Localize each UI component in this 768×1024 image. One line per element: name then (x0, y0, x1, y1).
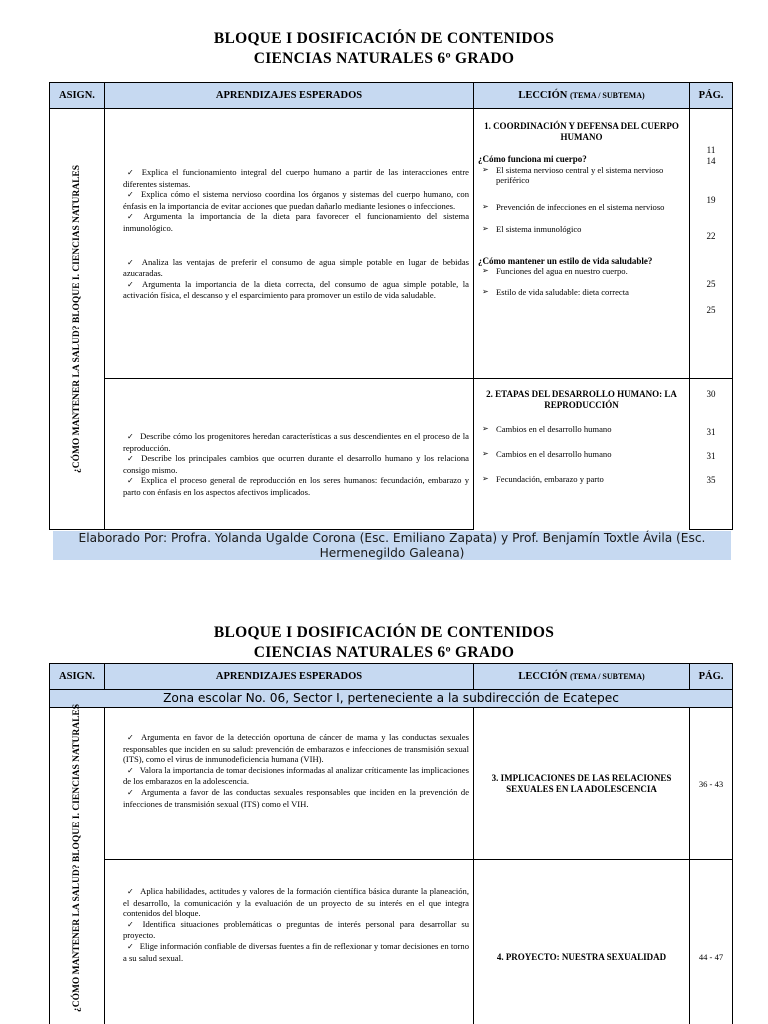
aprendizaje-item: ✓ Valora la importancia de tomar decisiones informadas al analizar críticamente las implicaciones de los embarazos en la adolescencia. (123, 765, 469, 787)
col-header-leccion: LECCIÓN (TEMA / SUBTEMA) (474, 83, 690, 109)
pag-cell (690, 860, 733, 1024)
dosificacion-table-1 (49, 82, 733, 530)
leccion-cell (474, 860, 690, 1024)
aprendizaje-item: ✓ Aplica habilidades, actitudes y valores de la formación científica básica durante la planeación, el desarrollo, la comunicación y la evaluación de un proyecto de su interés en el que integra contenidos del bloque. (123, 886, 469, 919)
aprendizajes-cell (105, 860, 474, 1024)
col-header-asign: ASIGN. (50, 83, 105, 109)
aprendizaje-item: ✓ Explica el proceso general de reproducción en los seres humanos: fecundación, embarazo y parto con énfasis en los aspectos afectivos implicados. (123, 475, 469, 497)
leccion-item: ➢ Estilo de vida saludable: dieta correcta (478, 287, 685, 298)
leccion-item: ➢ El sistema nervioso central y el sistema nervioso periférico (478, 165, 685, 186)
col-header-pag: PÁG. (690, 664, 733, 690)
page-number: 25 (706, 305, 716, 315)
leccion-cell (474, 109, 690, 379)
leccion-title: 3. IMPLICACIONES DE LAS RELACIONES SEXUALES EN LA ADOLESCENCIA (491, 773, 672, 794)
aprendizajes-cell (105, 708, 474, 860)
aprendizaje-item: ✓ Argumenta la importancia de la dieta para favorecer el funcionamiento del sistema inmunológico. (123, 211, 469, 233)
pag-cell (690, 109, 733, 379)
leccion-cell (474, 708, 690, 860)
aprendizaje-item: ✓ Explica el funcionamiento integral del cuerpo humano a partir de las interacciones entre diferentes sistemas. (123, 167, 469, 189)
aprendizajes-cell (105, 109, 474, 379)
document-subtitle: CIENCIAS NATURALES 6º GRADO (253, 644, 515, 661)
document-title: BLOQUE I DOSIFICACIÓN DE CONTENIDOS (213, 624, 555, 641)
leccion-title: 4. PROYECTO: NUESTRA SEXUALIDAD (496, 952, 667, 962)
leccion-item: ➢ El sistema inmunológico (478, 224, 685, 235)
leccion-item: ➢ Cambios en el desarrollo humano (478, 424, 685, 435)
aprendizajes-cell (105, 379, 474, 530)
leccion-title: 2. ETAPAS DEL DESARROLLO HUMANO: LA REPRODUCCIÓN (486, 389, 677, 410)
asign-cell (50, 109, 105, 530)
leccion-item: ➢ Cambios en el desarrollo humano (478, 449, 685, 460)
leccion-question: ¿Cómo funciona mi cuerpo? (478, 154, 587, 164)
aprendizaje-item: ✓ Argumenta la importancia de la dieta correcta, del consumo de agua simple potable, la activación física, el descanso y el esparcimiento para promover un estilo de vida saludable. (123, 279, 469, 301)
leccion-item: ➢ Prevención de infecciones en el sistema nervioso (478, 202, 685, 213)
aprendizaje-item: ✓ Describe cómo los progenitores heredan características a sus descendientes en el proceso de la reproducción. (123, 431, 469, 453)
aprendizaje-item: ✓ Explica cómo el sistema nervioso coordina los órganos y sistemas del cuerpo humano, con énfasis en la importancia de evitar acciones que puedan dañarlo mediante lesiones o infecciones. (123, 189, 469, 211)
leccion-title: 1. COORDINACIÓN Y DEFENSA DEL CUERPO HUMANO (484, 121, 679, 142)
author-footer: Elaborado Por: Profra. Yolanda Ugalde Corona (Esc. Emiliano Zapata) y Prof. Benjamín Toxtle Ávila (Esc. Hermenegildo Galeana) (53, 531, 731, 560)
vertical-label: ¿CÓMO MANTENER LA SALUD? BLOQUE I. CIENCIAS NATURALES (72, 164, 82, 474)
page-number: 11 (706, 145, 716, 155)
aprendizaje-item: ✓ Argumenta a favor de las conductas sexuales responsables que inciden en la prevención de infecciones de transmisión sexual (ITS) como el VIH. (123, 787, 469, 809)
col-header-asign: ASIGN. (50, 664, 105, 690)
leccion-item: ➢ Funciones del agua en nuestro cuerpo. (478, 266, 685, 277)
asign-cell (50, 703, 105, 1024)
aprendizaje-item: ✓ Argumenta en favor de la detección oportuna de cáncer de mama y las conductas sexuales responsables que inciden en su salud: prevención de embarazos e infecciones de transmisión sexual (ITS), como el virus de inmunodeficiencia humana (VIH). (123, 732, 469, 765)
aprendizaje-item: ✓ Analiza las ventajas de preferir el consumo de agua simple potable en lugar de bebidas azucaradas. (123, 257, 469, 279)
pag-cell (690, 379, 733, 530)
zona-escolar-banner: Zona escolar No. 06, Sector I, perteneciente a la subdirección de Ecatepec (50, 690, 733, 708)
page-number: 31 (706, 451, 716, 461)
vertical-label: ¿CÓMO MANTENER LA SALUD? BLOQUE I. CIENCIAS NATURALES (72, 703, 82, 1013)
aprendizaje-item: ✓ Identifica situaciones problemáticas o preguntas de interés personal para desarrollar su proyecto. (123, 919, 469, 941)
dosificacion-table-2 (49, 663, 733, 1024)
col-header-leccion: LECCIÓN (TEMA / SUBTEMA) (474, 664, 690, 690)
page-number: 44 - 47 (698, 952, 724, 962)
page-number: 25 (706, 279, 716, 289)
leccion-item: ➢ Fecundación, embarazo y parto (478, 474, 685, 485)
page-number: 31 (706, 427, 716, 437)
page-number: 14 (706, 156, 716, 166)
document-subtitle: CIENCIAS NATURALES 6º GRADO (253, 50, 515, 67)
col-header-aprendizajes: APRENDIZAJES ESPERADOS (105, 83, 474, 109)
aprendizaje-item: ✓ Elige información confiable de diversas fuentes a fin de reflexionar y tomar decisiones en torno a su salud sexual. (123, 941, 469, 963)
col-header-pag: PÁG. (690, 83, 733, 109)
page-number: 30 (706, 389, 716, 399)
pag-cell: 36 - 43 (690, 708, 733, 860)
col-header-aprendizajes: APRENDIZAJES ESPERADOS (105, 664, 474, 690)
document-title: BLOQUE I DOSIFICACIÓN DE CONTENIDOS (213, 30, 555, 47)
leccion-question: ¿Cómo mantener un estilo de vida saludable? (478, 255, 653, 266)
leccion-cell (474, 379, 690, 530)
page-number: 22 (706, 231, 716, 241)
page-number: 19 (706, 195, 716, 205)
aprendizaje-item: ✓ Describe los principales cambios que ocurren durante el desarrollo humano y los relaciona consigo mismo. (123, 453, 469, 475)
page-number: 35 (706, 475, 716, 485)
